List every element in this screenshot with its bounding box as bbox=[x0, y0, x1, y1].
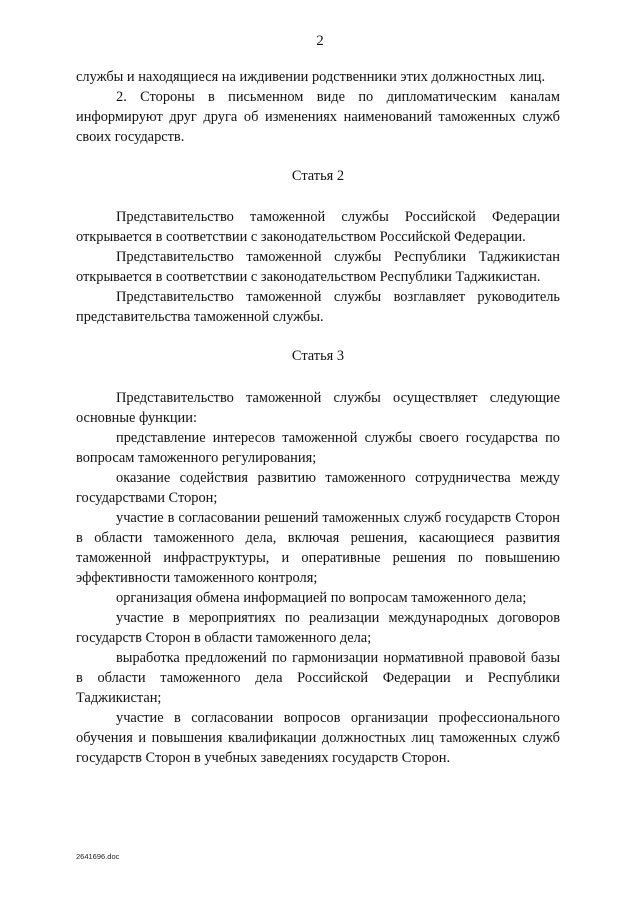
article-3-paragraph: участие в согласовании решений таможенных служб государств Сторон в области таможенного дела, включая решения, касающиеся развития таможенной инфраструктуры, и оперативные решения по повышению эффективности таможенного контроля; bbox=[76, 510, 560, 586]
document-body bbox=[76, 67, 560, 768]
article-2-heading: Статья 2 bbox=[291, 168, 345, 184]
page-number: 2 bbox=[316, 33, 324, 49]
article-3-paragraph: выработка предложений по гармонизации нормативной правовой базы в области таможенного дела Российской Федерации и Республики Таджикистан; bbox=[76, 650, 560, 706]
article-2-paragraph: Представительство таможенной службы Российской Федерации открывается в соответствии с законодательством Российской Федерации. bbox=[76, 209, 560, 245]
article-3-heading: Статья 3 bbox=[291, 348, 345, 364]
article-3-paragraph: организация обмена информацией по вопросам таможенного дела; bbox=[116, 590, 527, 606]
article-3-paragraph: оказание содействия развитию таможенного сотрудничества между государствами Сторон; bbox=[76, 470, 560, 506]
article-2-paragraph: Представительство таможенной службы возглавляет руководитель представительства таможенной службы. bbox=[76, 289, 560, 325]
continuation-paragraph: службы и находящиеся на иждивении родственники этих должностных лиц. bbox=[76, 69, 546, 85]
article-3-paragraph: участие в согласовании вопросов организации профессионального обучения и повышения квалификации должностных лиц таможенных служб государств Сторон в учебных заведениях государств Сторон. bbox=[76, 710, 560, 766]
article-3-paragraph: Представительство таможенной службы осуществляет следующие основные функции: bbox=[76, 390, 560, 426]
article-3-paragraph: представление интересов таможенной службы своего государства по вопросам таможенного регулирования; bbox=[76, 430, 560, 466]
article-2-paragraph: Представительство таможенной службы Республики Таджикистан открывается в соответствии с законодательством Республики Таджикистан. bbox=[76, 249, 560, 285]
file-name-footer: 2641696.doc bbox=[76, 852, 120, 861]
article-3-paragraph: участие в мероприятиях по реализации международных договоров государств Сторон в области таможенного дела; bbox=[76, 610, 560, 646]
clause-2-paragraph: 2. Стороны в письменном виде по дипломатическим каналам информируют друг друга об изменениях наименований таможенных служб своих государств. bbox=[76, 89, 560, 145]
